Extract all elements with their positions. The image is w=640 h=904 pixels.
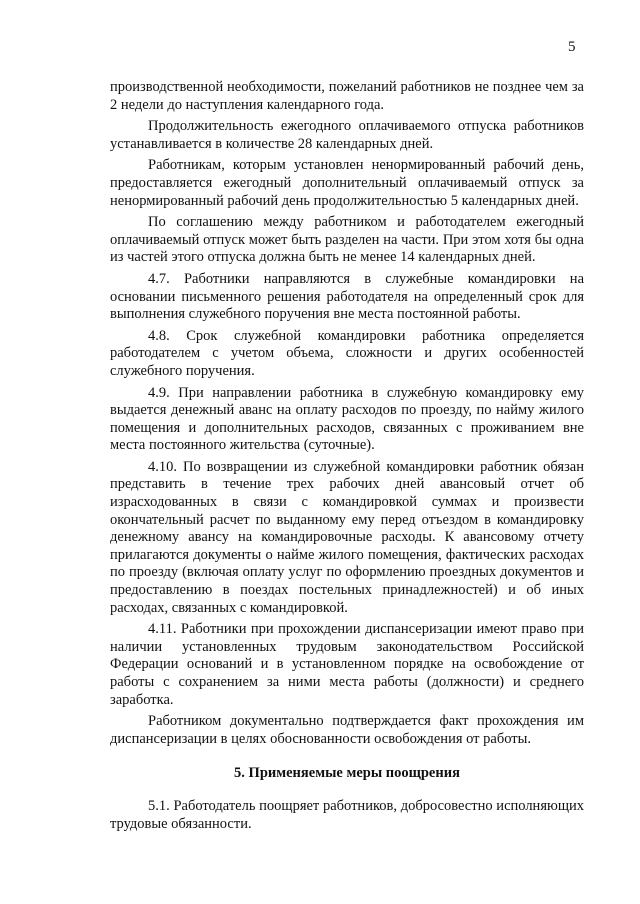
paragraph: 4.10. По возвращении из служебной командировки работник обязан представить в течение трех рабочих дней авансовый отчет об израсходованных в связи с командировкой суммах и произвести окончательный расчет по выданному ему перед отъездом в командировку денежному авансу на командировочные расходы. К авансовому отчету прилагаются документы о найме жилого помещения, фактических расходах по проезду (включая оплату услуг по оформлению проездных документов и предоставлению в поездах постельных принадлежностей) и об иных расходах, связанных с командировкой. xyxy=(110,458,584,616)
paragraph: 4.8. Срок служебной командировки работника определяется работодателем с учетом объема, сложности и других особенностей служебного поручения. xyxy=(110,327,584,379)
section-heading: 5. Применяемые меры поощрения xyxy=(234,765,460,782)
paragraph: Работникам, которым установлен ненормированный рабочий день, предоставляется ежегодный дополнительный оплачиваемый отпуск за ненормированный рабочий день продолжительностью 5 календарных дней. xyxy=(110,157,584,209)
paragraphs-before xyxy=(110,79,584,748)
paragraph: Продолжительность ежегодного оплачиваемого отпуска работников устанавливается в количестве 28 календарных дней. xyxy=(110,118,584,152)
paragraph: 4.11. Работники при прохождении диспансеризации имеют право при наличии установленных трудовым законодательством Российской Федерации оснований и в установленном порядке на освобождение от работы с сохранением за ними места работы (должности) и среднего заработка. xyxy=(110,621,584,708)
document-body xyxy=(110,79,584,838)
paragraphs-after xyxy=(110,798,584,833)
paragraph: По соглашению между работником и работодателем ежегодный оплачиваемый отпуск может быть разделен на части. При этом хотя бы одна из частей этого отпуска должна быть не менее 14 календарных дней. xyxy=(110,214,584,266)
paragraph: 5.1. Работодатель поощряет работников, добросовестно исполняющих трудовые обязанности. xyxy=(110,798,584,832)
page-number: 5 xyxy=(568,39,576,55)
paragraph: 4.7. Работники направляются в служебные командировки на основании письменного решения работодателя на определенный срок для выполнения служебного поручения вне места постоянной работы. xyxy=(110,270,584,323)
paragraph: 4.9. При направлении работника в служебную командировку ему выдается денежный аванс на оплату расходов по проезду, по найму жилого помещения и дополнительных расходов, связанных с проживанием вне места постоянного жительства (суточные). xyxy=(110,384,584,454)
paragraph: производственной необходимости, пожеланий работников не позднее чем за 2 недели до наступления календарного года. xyxy=(110,79,584,113)
paragraph: Работником документально подтверждается факт прохождения им диспансеризации в целях обоснованности освобождения от работы. xyxy=(110,713,584,747)
